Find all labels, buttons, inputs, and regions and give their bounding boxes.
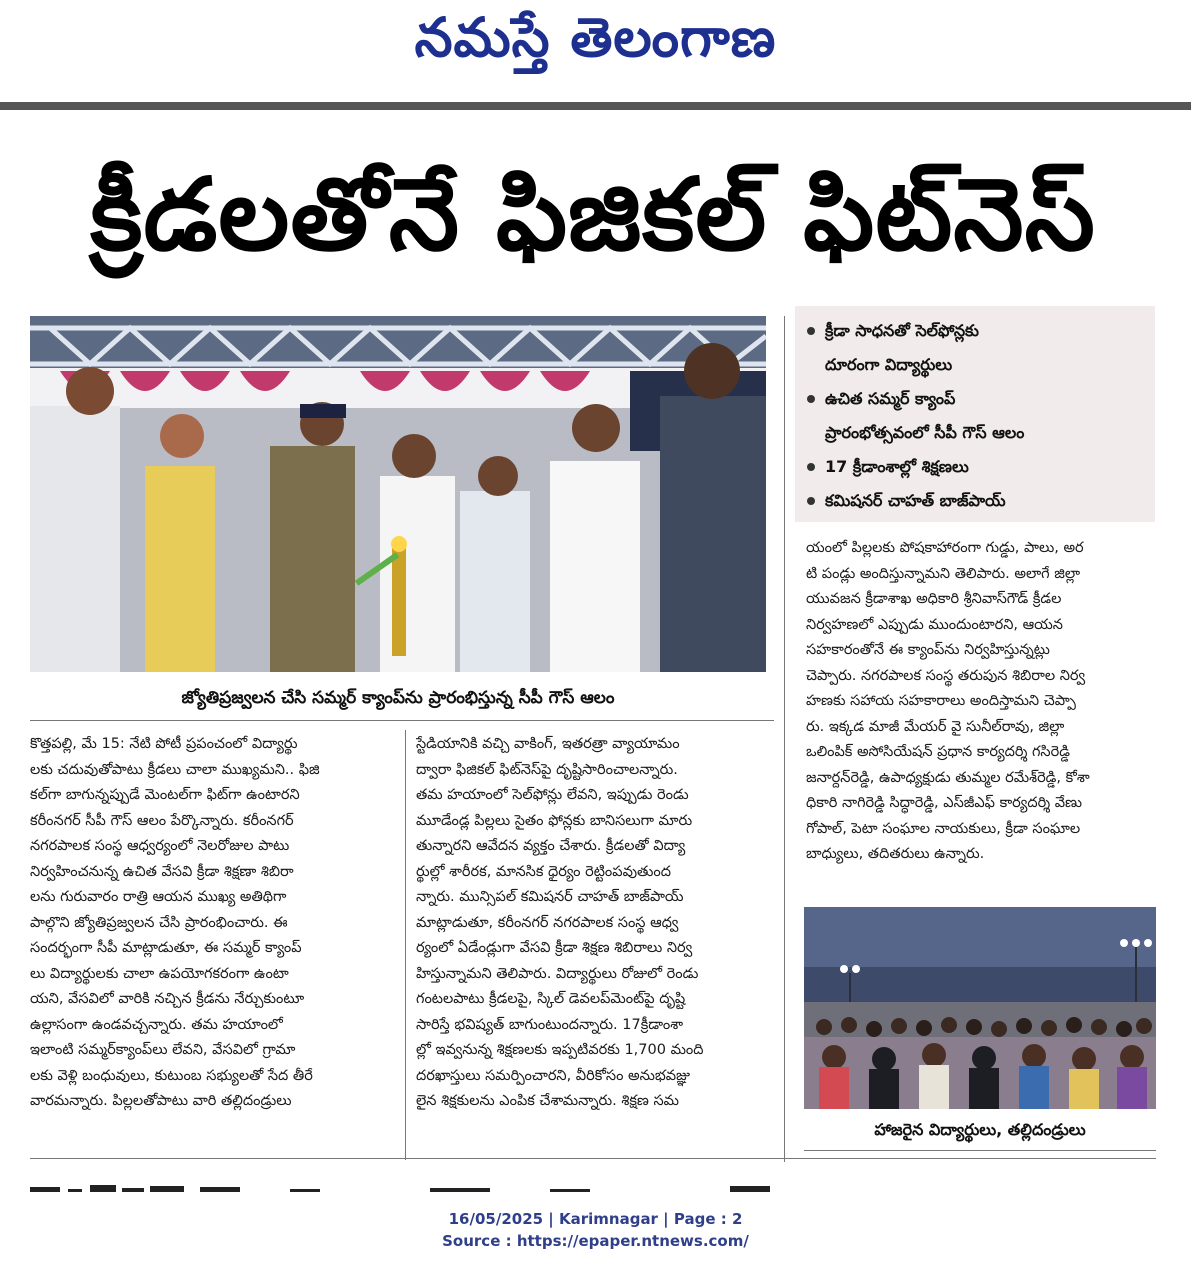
main-photo-caption: జ్యోతిప్రజ్వలన చేసి సమ్మర్‌ క్యాంప్‌ను ప్రారంభిస్తున్న సీపీ గౌస్‌ ఆలం (181, 688, 615, 708)
article-line: గంటలపాటు క్రీడలపై, స్కిల్‌ డెవలప్‌మెంట్‌పై దృష్టి (416, 991, 686, 1007)
article-line: యువజన క్రీడాశాఖ అధికారి శ్రీనివాస్‌గౌడ్‌ క్రీడల (806, 591, 1062, 607)
highlight-line: 17 క్రీడాంశాల్లో శిక్షణలు (807, 450, 1145, 484)
highlight-line: క్రీడా సాధనతో సెల్‌ఫోన్లకు (807, 314, 1145, 348)
article-line: హిస్తున్నామని తెలిపారు. విద్యార్థులు రోజులో రెండు (416, 965, 699, 982)
clipped-text-marks (30, 1183, 774, 1192)
highlights-box (795, 306, 1155, 522)
article-line: లకు చదువుతోపాటు క్రీడలు చాలా ముఖ్యమని.. ఫిజి (30, 761, 320, 778)
article-line: కరీంనగర్‌ సీపీ గౌస్‌ ఆలం పేర్కొన్నారు. కరీంనగర్‌ (30, 812, 294, 829)
page-footer-date: 16/05/2025 | Karimnagar | Page : 2 (448, 1210, 743, 1228)
article-line: నగరపాలక సంస్థ ఆధ్వర్యంలో నెలరోజుల పాటు (30, 838, 290, 854)
article-line: జనార్దన్‌రెడ్డి, ఉపాధ్యక్షుడు తుమ్మల రమేశ్‌రెడ్డి, కోశా (806, 769, 1090, 786)
article-line: హణకు సహాయ సహకారాలు అందిస్తామని చెప్పా (806, 693, 1076, 709)
article-line: చెప్పారు. నగరపాలక సంస్థ తరుపున శిబిరాల నిర్వ (806, 667, 1086, 684)
article-line: ఒలింపిక్‌ అసోసియేషన్‌ ప్రధాన కార్యదర్శి గసిరెడ్డి (806, 744, 1070, 760)
article-column-1 (30, 732, 396, 1115)
article-line: సందర్భంగా సీపీ మాట్లాడుతూ, ఈ సమ్మర్‌ క్యాంప్‌ (30, 940, 302, 956)
separator-rule (30, 720, 774, 721)
highlight-item (807, 382, 1145, 450)
article-line: ఉల్లాసంగా ఉండవచ్చన్నారు. తమ హయాంలో (30, 1016, 283, 1033)
masthead-rule (0, 102, 1191, 110)
newspaper-logo: నమస్తే తెలంగాణ (414, 6, 777, 69)
column-rule (784, 316, 785, 1162)
article-line: మాట్లాడుతూ, కరీంనగర్‌ నగరపాలక సంస్థ ఆధ్వ (416, 914, 679, 931)
crowd-illustration (804, 907, 1156, 1109)
article-line: వారమన్నారు. పిల్లలతోపాటు వారి తల్లిదండ్రులు (30, 1093, 292, 1109)
article-line: రు. ఇక్కడ మాజీ మేయర్‌ వై సునీల్‌రావు, జిల్లా (806, 718, 1065, 735)
article-line: యంలో పిల్లలకు పోషకాహారంగా గుడ్డు, పాలు, అర (806, 540, 1084, 556)
article-line: లైన శిక్షకులను ఎంపిక చేశామన్నారు. శిక్షణ సమ (416, 1093, 679, 1109)
article-line: పాల్గొని జ్యోతిప్రజ్వలన చేసి ప్రారంభించారు. ఈ (30, 914, 288, 931)
article-line: నిర్వహణలో ఎప్పుడు ముందుంటారని, ఆయన (806, 616, 1063, 633)
lamp-lighting-illustration (30, 316, 766, 672)
page-footer-source: Source : https://epaper.ntnews.com/ (442, 1232, 749, 1250)
highlight-line: ఉచిత సమ్మర్‌ క్యాంప్‌ (807, 382, 1145, 416)
article-line: కల్‌గా బాగున్నప్పుడే మెంటల్‌గా ఫిట్‌గా ఉంటారని (30, 787, 300, 803)
article-line: లకు వెళ్లి బంధువులు, కుటుంబ సభ్యులతో సేద తీరే (30, 1067, 313, 1084)
article-line: ల్లో ఇవ్వనున్న శిక్షణలకు ఇప్పటివరకు 1,700 మంది (416, 1042, 704, 1058)
article-line: సారిస్తే భవిష్యత్‌ బాగుంటుందన్నారు. 17క్రీడాంశా (416, 1016, 684, 1033)
highlight-item (807, 314, 1145, 382)
article-line: స్టేడియానికి వచ్చి వాకింగ్‌, ఇతరత్రా వ్యాయామం (416, 736, 680, 752)
article-line: దరఖాస్తులు సమర్పించారని, వీరికోసం అనుభవజ్ఞు (416, 1067, 691, 1084)
article-line: లు విద్యార్థులకు చాలా ఉపయోగకరంగా ఉంటా (30, 965, 289, 982)
article-line: ధికారి నాగిరెడ్డి సిద్ధారెడ్డి, ఎస్‌జీఎఫ్‌ కార్యదర్శి వేణు (806, 795, 1083, 811)
highlight-line: దూరంగా విద్యార్థులు (825, 355, 953, 374)
column-rule (405, 730, 406, 1160)
article-line: న్నారు. మున్సిపల్‌ కమిషనర్‌ చాహత్‌ బాజ్‌పాయ్‌ (416, 889, 684, 905)
article-line: బాధ్యులు, తదితరులు ఉన్నారు. (806, 846, 985, 862)
article-line: కొత్తపల్లి, మే 15: నేటి పోటీ ప్రపంచంలో విద్యార్థు (30, 736, 298, 752)
article-column-3 (806, 536, 1158, 868)
article-line: నిర్వహించనున్న ఉచిత వేసవి క్రీడా శిక్షణా శిబిరా (30, 863, 294, 880)
separator-rule (30, 1158, 1156, 1159)
article-line: లను గురువారం రాత్రి ఆయన ముఖ్య అతిథిగా (30, 889, 287, 905)
highlight-line: ప్రారంభోత్సవంలో సీపీ గౌస్‌ ఆలం (825, 423, 1025, 442)
article-line: టి పండ్లు అందిస్తున్నామని తెలిపారు. అలాగే జిల్లా (806, 565, 1081, 582)
article-column-2 (416, 732, 776, 1115)
article-headline: క్రీడలతోనే ఫిజికల్‌ ఫిట్‌నెస్‌ (90, 156, 1096, 273)
highlight-line: కమిషనర్‌ చాహత్‌ బాజ్‌పాయ్‌ (807, 484, 1145, 518)
article-line: తమ హయాంలో సెల్‌ఫోన్లు లేవని, ఇప్పుడు రెండు (416, 787, 689, 803)
article-line: యని, వేసవిలో వారికి నచ్చిన క్రీడను నేర్చుకుంటూ (30, 991, 305, 1007)
article-line: ర్థుల్లో శారీరక, మానసిక ధైర్యం రెట్టింపవుతుంద (416, 863, 671, 880)
highlight-item (807, 484, 1145, 518)
article-line: ద్వారా ఫిజికల్‌ ఫిట్‌నెస్‌పై దృష్టిసారించాలన్నారు. (416, 761, 678, 778)
highlight-item (807, 450, 1145, 484)
article-line: తున్నారని ఆవేదన వ్యక్తం చేశారు. క్రీడలతో విద్యా (416, 838, 686, 854)
clipped-next-article (30, 1180, 774, 1192)
article-line: ఇలాంటి సమ్మర్‌క్యాంప్‌లు లేవని, వేసవిలో గ్రామా (30, 1042, 296, 1058)
masthead (0, 0, 1191, 104)
article-line: గోపాల్‌, పెటా సంఘాల నాయకులు, క్రీడా సంఘాల (806, 820, 1081, 837)
separator-rule (804, 1150, 1156, 1151)
lamp-lighting-photo (30, 316, 766, 672)
article-line: ర్యంలో ఏడేండ్లుగా వేసవి క్రీడా శిక్షణ శిబిరాలు నిర్వ (416, 940, 693, 956)
article-line: సహకారంతోనే ఈ క్యాంప్‌ను నిర్వహిస్తున్నట్లు (806, 642, 1050, 658)
crowd-photo (804, 907, 1156, 1109)
article-line: మూడేండ్ల పిల్లలు సైతం ఫోన్లకు బానిసలుగా మారు (416, 812, 693, 829)
crowd-photo-caption: హాజరైన విద్యార్థులు, తల్లిదండ్రులు (874, 1120, 1086, 1139)
